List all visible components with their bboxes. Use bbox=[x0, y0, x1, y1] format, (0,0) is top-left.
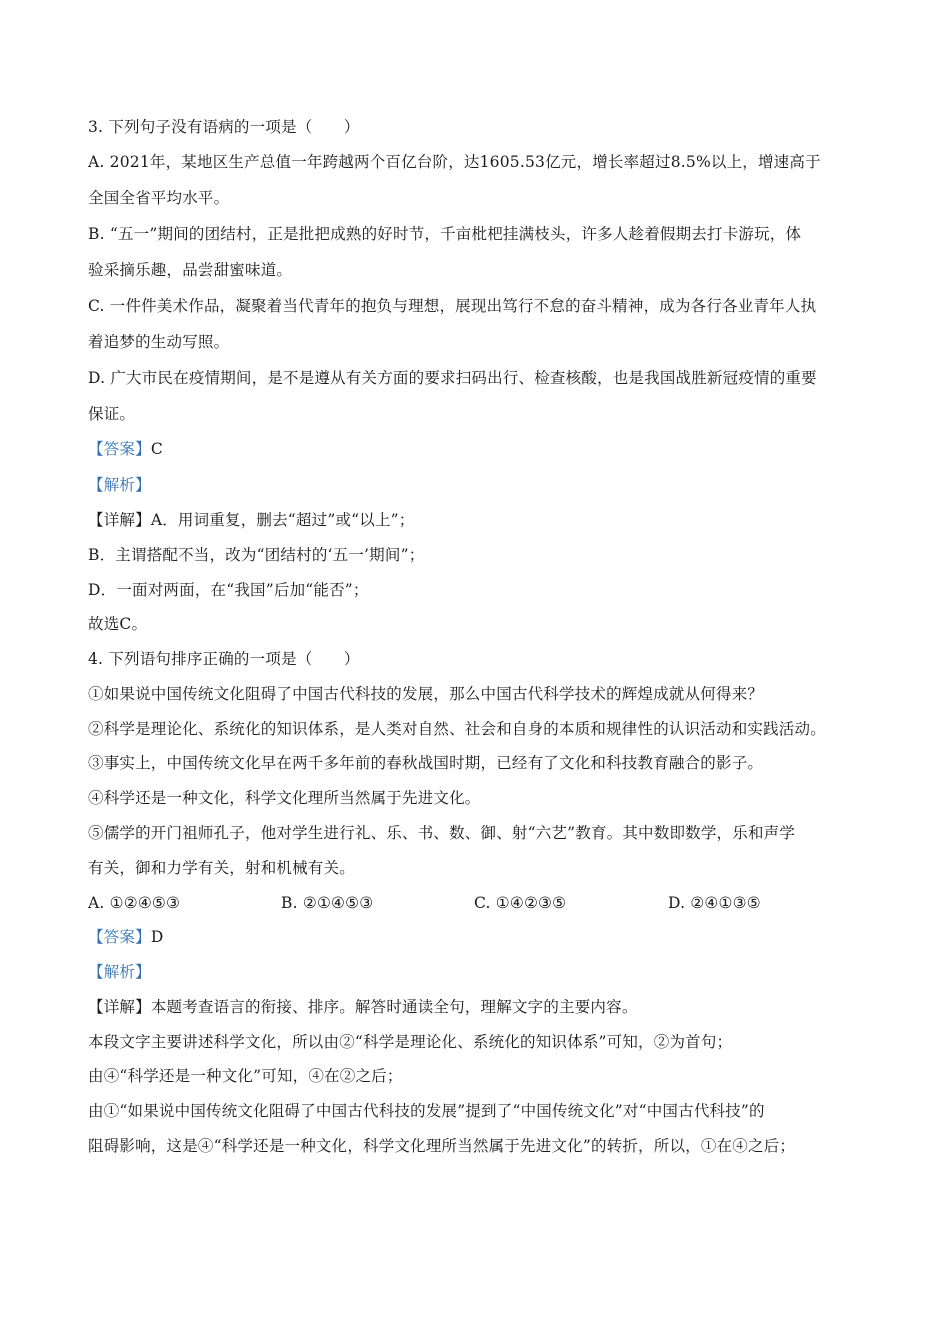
q4-sentence-4: ④科学还是一种文化，科学文化理所当然属于先进文化。 bbox=[88, 789, 481, 807]
q4-option-b: B. ②①④⑤③ bbox=[281, 894, 374, 912]
detail-text: A．用词重复，删去“超过”或“以上”； bbox=[150, 511, 415, 529]
q4-detail-line: 由④“科学还是一种文化”可知，④在②之后； bbox=[88, 1067, 403, 1085]
answer-tag: 【答案】 bbox=[88, 928, 151, 946]
q4-option-a: A. ①②④⑤③ bbox=[88, 894, 181, 912]
q3-option-c-line1: C. 一件件美术作品，凝聚着当代青年的抱负与理想，展现出笃行不怠的奋斗精神，成为各行各业青年人执 bbox=[88, 297, 817, 315]
q3-option-d-line1: D. 广大市民在疫情期间，是不是遵从有关方面的要求扫码出行、检查核酸，也是我国战胜新冠疫情的重要 bbox=[88, 369, 817, 387]
detail-tag: 【详解】 bbox=[88, 998, 151, 1016]
q4-sentence-2: ②科学是理论化、系统化的知识体系，是人类对自然、社会和自身的本质和规律性的认识活动和实践活动。 bbox=[88, 720, 826, 738]
detail-text: 本题考查语言的衔接、排序。解答时通读全句，理解文字的主要内容。 bbox=[150, 998, 638, 1016]
q4-sentence-3: ③事实上，中国传统文化早在两千多年前的春秋战国时期，已经有了文化和科技教育融合的影子。 bbox=[88, 754, 764, 772]
q3-option-d-line2: 保证。 bbox=[88, 405, 136, 423]
q3-detail-line: D．一面对两面，在“我国”后加“能否”； bbox=[88, 581, 369, 599]
q3-detail-line bbox=[88, 509, 878, 531]
q4-answer bbox=[88, 926, 878, 948]
q4-sentence-1: ①如果说中国传统文化阻碍了中国古代科技的发展，那么中国古代科学技术的辉煌成就从何得来？ bbox=[88, 685, 764, 703]
q4-detail-line: 本段文字主要讲述科学文化，所以由②“科学是理论化、系统化的知识体系”可知，②为首句； bbox=[88, 1033, 733, 1051]
q3-stem: 3. 下列句子没有语病的一项是（ ） bbox=[88, 118, 360, 136]
q4-detail-line bbox=[88, 996, 878, 1018]
q4-sentence-5-line2: 有关，御和力学有关，射和机械有关。 bbox=[88, 859, 355, 877]
q3-option-a-line2: 全国全省平均水平。 bbox=[88, 189, 230, 207]
answer-value: C bbox=[150, 440, 163, 458]
q4-option-d: D. ②④①③⑤ bbox=[668, 894, 761, 912]
q4-analysis-tag: 【解析】 bbox=[88, 963, 151, 981]
q3-option-b-line1: B. “五一”期间的团结村，正是批把成熟的好时节，千亩枇杷挂满枝头，许多人趁着假期去打卡游玩，体 bbox=[88, 225, 802, 243]
q3-analysis-tag: 【解析】 bbox=[88, 476, 151, 494]
q4-detail-line: 由①“如果说中国传统文化阻碍了中国古代科技的发展”提到了“中国传统文化”对“中国古代科技”的 bbox=[88, 1102, 765, 1120]
q3-detail-line: 故选C。 bbox=[88, 615, 148, 633]
q4-sentence-5-line1: ⑤儒学的开门祖师孔子，他对学生进行礼、乐、书、数、御、射“六艺”教育。其中数即数学，乐和声学 bbox=[88, 824, 796, 842]
q3-detail-line: B．主谓搭配不当，改为“团结村的‘五一’期间”； bbox=[88, 546, 425, 564]
q3-answer bbox=[88, 438, 878, 460]
q3-option-b-line2: 验采摘乐趣，品尝甜蜜味道。 bbox=[88, 261, 293, 279]
answer-tag: 【答案】 bbox=[88, 440, 151, 458]
answer-value: D bbox=[150, 928, 164, 946]
q4-detail-line: 阻碍影响，这是④“科学还是一种文化，科学文化理所当然属于先进文化”的转折，所以，①在④之后； bbox=[88, 1137, 796, 1155]
q3-option-a-line1: A. 2021年，某地区生产总值一年跨越两个百亿台阶，达1605.53亿元，增长率超过8.5%以上，增速高于 bbox=[88, 153, 821, 171]
q4-stem: 4. 下列语句排序正确的一项是（ ） bbox=[88, 650, 360, 668]
q3-option-c-line2: 着追梦的生动写照。 bbox=[88, 333, 230, 351]
detail-tag: 【详解】 bbox=[88, 511, 151, 529]
q4-option-c: C. ①④②③⑤ bbox=[474, 894, 567, 912]
